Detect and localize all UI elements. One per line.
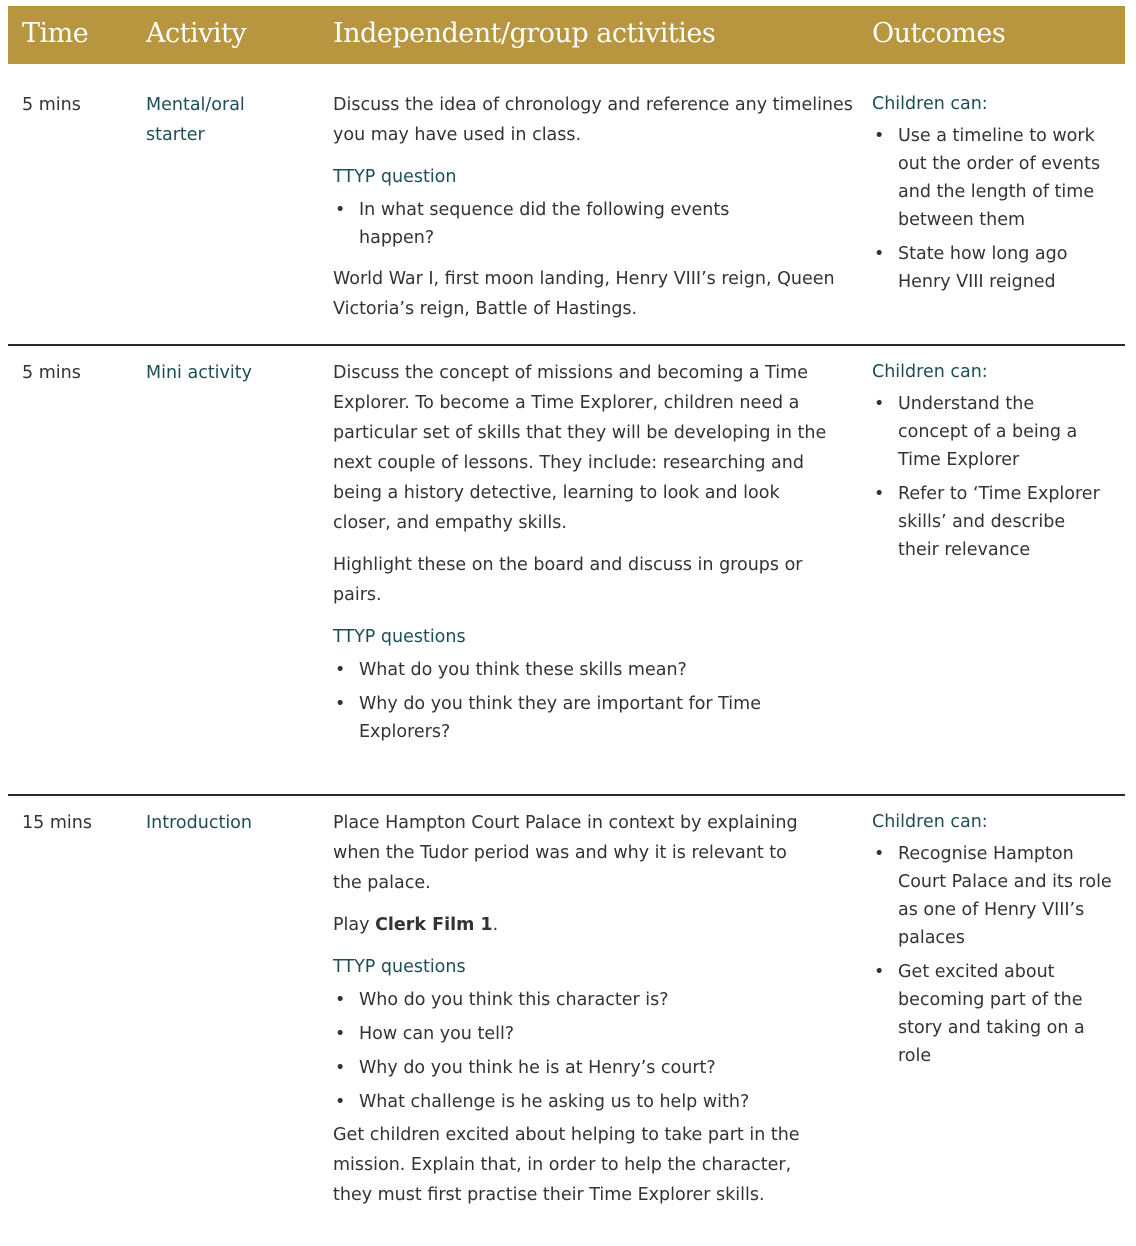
activity-text: Get children excited about helping to take part in the mission. Explain that, in order to help the character, they must first practise their Time Explorer skills. bbox=[333, 1125, 800, 1205]
table-header bbox=[8, 6, 1125, 64]
film-title: Clerk Film 1 bbox=[375, 915, 493, 935]
header-outcomes: Outcomes bbox=[872, 18, 1006, 49]
row-activities bbox=[333, 358, 828, 746]
row-divider bbox=[8, 344, 1125, 346]
ttyp-item: • What challenge is he asking us to help with? bbox=[333, 1088, 833, 1116]
ttyp-label: TTYP questions bbox=[333, 957, 466, 977]
activity-text: Discuss the idea of chronology and reference any timelines you may have used in class. bbox=[333, 95, 853, 145]
row-outcomes bbox=[872, 808, 1122, 1070]
outcome-item: • Use a timeline to work out the order of events and the length of time between them bbox=[872, 122, 1112, 234]
activity-text: Place Hampton Court Palace in context by explaining when the Tudor period was and why it is relevant to the palace. bbox=[333, 813, 798, 893]
header-activity: Activity bbox=[146, 18, 247, 49]
row-activities bbox=[333, 90, 853, 324]
ttyp-label: TTYP questions bbox=[333, 627, 466, 647]
outcome-item: • Recognise Hampton Court Palace and its role as one of Henry VIII’s palaces bbox=[872, 840, 1117, 952]
activity-text: World War I, first moon landing, Henry VIII’s reign, Queen Victoria’s reign, Battle of Hastings. bbox=[333, 269, 835, 319]
outcome-item: • State how long ago Henry VIII reigned bbox=[872, 240, 1112, 296]
outcome-item: • Get excited about becoming part of the story and taking on a role bbox=[872, 958, 1117, 1070]
outcomes-heading: Children can: bbox=[872, 812, 988, 832]
outcomes-heading: Children can: bbox=[872, 362, 988, 382]
ttyp-item: • What do you think these skills mean? bbox=[333, 656, 793, 684]
play-instruction: Play Clerk Film 1. bbox=[333, 915, 499, 935]
header-independent: Independent/group activities bbox=[333, 18, 716, 49]
ttyp-item: • How can you tell? bbox=[333, 1020, 833, 1048]
row-divider bbox=[8, 794, 1125, 796]
outcome-item: • Understand the concept of a being a Time Explorer bbox=[872, 390, 1102, 474]
ttyp-item: • Why do you think he is at Henry’s court? bbox=[333, 1054, 833, 1082]
outcome-item: • Refer to ‘Time Explorer skills’ and describe their relevance bbox=[872, 480, 1102, 564]
activity-text: Highlight these on the board and discuss in groups or pairs. bbox=[333, 555, 803, 605]
outcomes-heading: Children can: bbox=[872, 94, 988, 114]
ttyp-item: • Why do you think they are important for Time Explorers? bbox=[333, 690, 793, 746]
row-outcomes bbox=[872, 90, 1122, 296]
row-outcomes bbox=[872, 358, 1122, 564]
ttyp-item: • Who do you think this character is? bbox=[333, 986, 833, 1014]
ttyp-item: • In what sequence did the following events happen? bbox=[333, 196, 743, 252]
row-activities bbox=[333, 808, 803, 1210]
row-time: 5 mins bbox=[22, 363, 81, 383]
activity-text: Discuss the concept of missions and becoming a Time Explorer. To become a Time Explorer, children need a particular set of skills that they will be developing in the next couple of lessons. They include: researching and being a history detective, learning to look and look closer, and empathy skills. bbox=[333, 363, 827, 533]
row-time: 5 mins bbox=[22, 95, 81, 115]
row-activity: Mental/oral starter bbox=[146, 95, 245, 145]
ttyp-label: TTYP question bbox=[333, 167, 457, 187]
row-time: 15 mins bbox=[22, 813, 92, 833]
row-activity: Mini activity bbox=[146, 363, 252, 383]
row-activity: Introduction bbox=[146, 813, 252, 833]
header-time: Time bbox=[22, 18, 89, 49]
